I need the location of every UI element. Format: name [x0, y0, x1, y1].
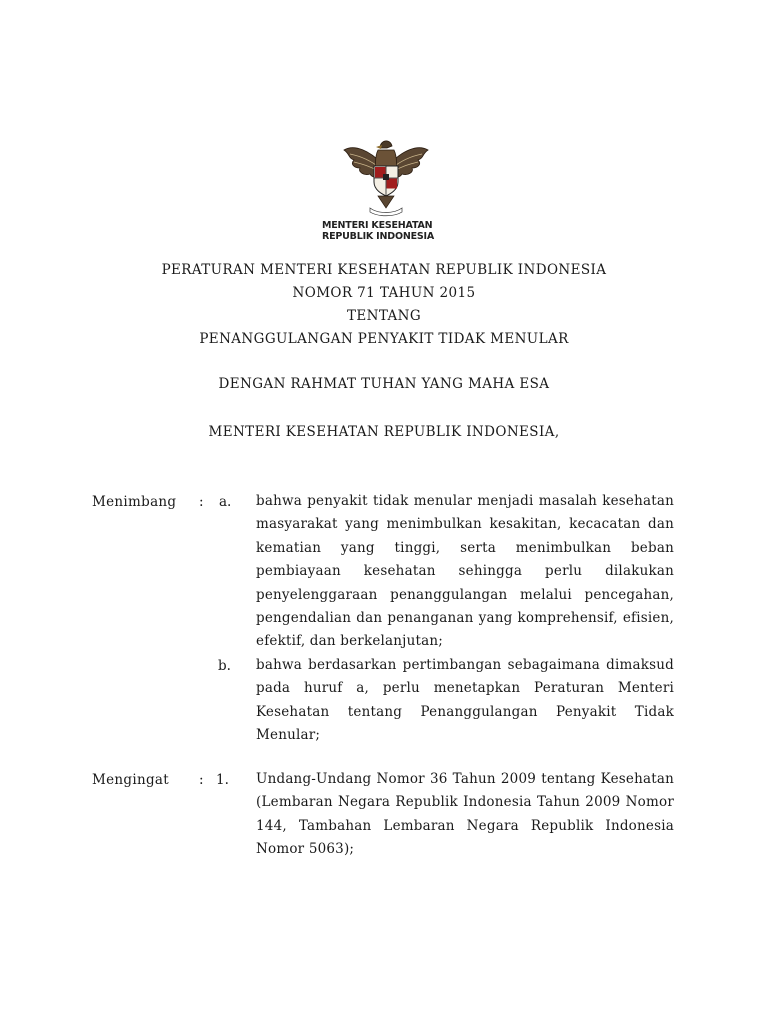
ministry-label-line1: MENTERI KESEHATAN — [322, 220, 433, 231]
mengingat-marker-1: 1. — [216, 772, 229, 788]
mengingat-item-1: Undang-Undang Nomor 36 Tahun 2009 tentang Kesehatan (Lembaran Negara Republik Indonesia Tahun 2009 Nomor 144, Tambahan Lembaran Negara Republik Indonesia Nomor 5063); — [256, 771, 674, 858]
regulation-number: NOMOR 71 TAHUN 2015 — [292, 285, 476, 301]
menimbang-label: Menimbang — [92, 494, 177, 510]
menimbang-item-b: bahwa berdasarkan pertimbangan sebagaimana dimaksud pada huruf a, perlu menetapkan Peraturan Menteri Kesehatan tentang Penanggulangan Penyakit Tidak Menular; — [256, 657, 674, 744]
regulation-title: PERATURAN MENTERI KESEHATAN REPUBLIK INDONESIA — [161, 262, 607, 278]
invocation: DENGAN RAHMAT TUHAN YANG MAHA ESA — [218, 376, 550, 392]
issuer: MENTERI KESEHATAN REPUBLIK INDONESIA, — [208, 424, 560, 440]
menimbang-marker-a: a. — [219, 494, 232, 510]
menimbang-marker-b: b. — [218, 658, 231, 674]
regulation-subject: PENANGGULANGAN PENYAKIT TIDAK MENULAR — [199, 331, 569, 347]
ministry-label — [322, 220, 446, 242]
menimbang-colon: : — [199, 494, 204, 510]
menimbang-item-a: bahwa penyakit tidak menular menjadi masalah kesehatan masyarakat yang menimbulkan kesakitan, kecacatan dan kematian yang tinggi, serta menimbulkan beban pembiayaan kesehatan sehingga perlu dilakukan penyelenggaraan penanggulangan melalui pencegahan, pengendalian dan penanganan yang komprehensif, efisien, efektif, dan berkelanjutan; — [256, 493, 674, 650]
garuda-emblem-icon — [340, 136, 432, 218]
ministry-label-line2: REPUBLIK INDONESIA — [322, 231, 434, 242]
mengingat-colon: : — [199, 772, 204, 788]
regulation-tentang: TENTANG — [346, 308, 422, 324]
mengingat-label: Mengingat — [92, 772, 169, 788]
